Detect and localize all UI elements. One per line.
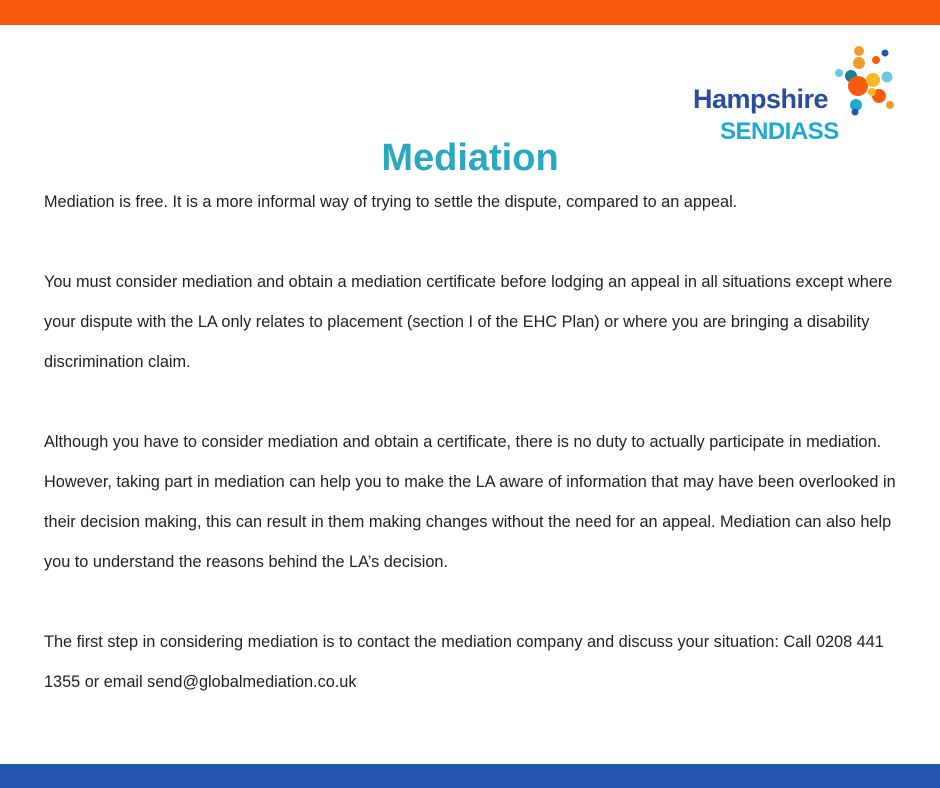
hampshire-sendiass-logo [690, 44, 900, 148]
top-accent-bar [0, 0, 940, 25]
paragraph-requirement: You must consider mediation and obtain a mediation certificate before lodging an appeal in all situations except where your dispute with the LA only relates to placement (section I of the EHC Plan) or where you are bringing a disability discrimination claim. [44, 273, 893, 371]
page-title: Mediation [381, 137, 559, 179]
logo-subtitle: SENDIASS [720, 118, 839, 145]
bottom-accent-bar [0, 764, 940, 788]
body-content [44, 182, 914, 742]
paragraph-participation: Although you have to consider mediation and obtain a certificate, there is no duty to actually participate in mediation. However, taking part in mediation can help you to make the LA aware of information that may have been overlooked in their decision making, this can result in them making changes without the need for an appeal. Mediation can also help you to understand the reasons behind the LA’s decision. [44, 433, 896, 571]
paragraph-intro: Mediation is free. It is a more informal way of trying to settle the dispute, compared to an appeal. [44, 193, 738, 211]
logo-name: Hampshire [693, 84, 829, 114]
paragraph-contact: The first step in considering mediation is to contact the mediation company and discuss your situation: Call 0208 441 1355 or email send@globalmediation.co.uk [44, 633, 884, 691]
logo-dots-icon [818, 44, 900, 119]
